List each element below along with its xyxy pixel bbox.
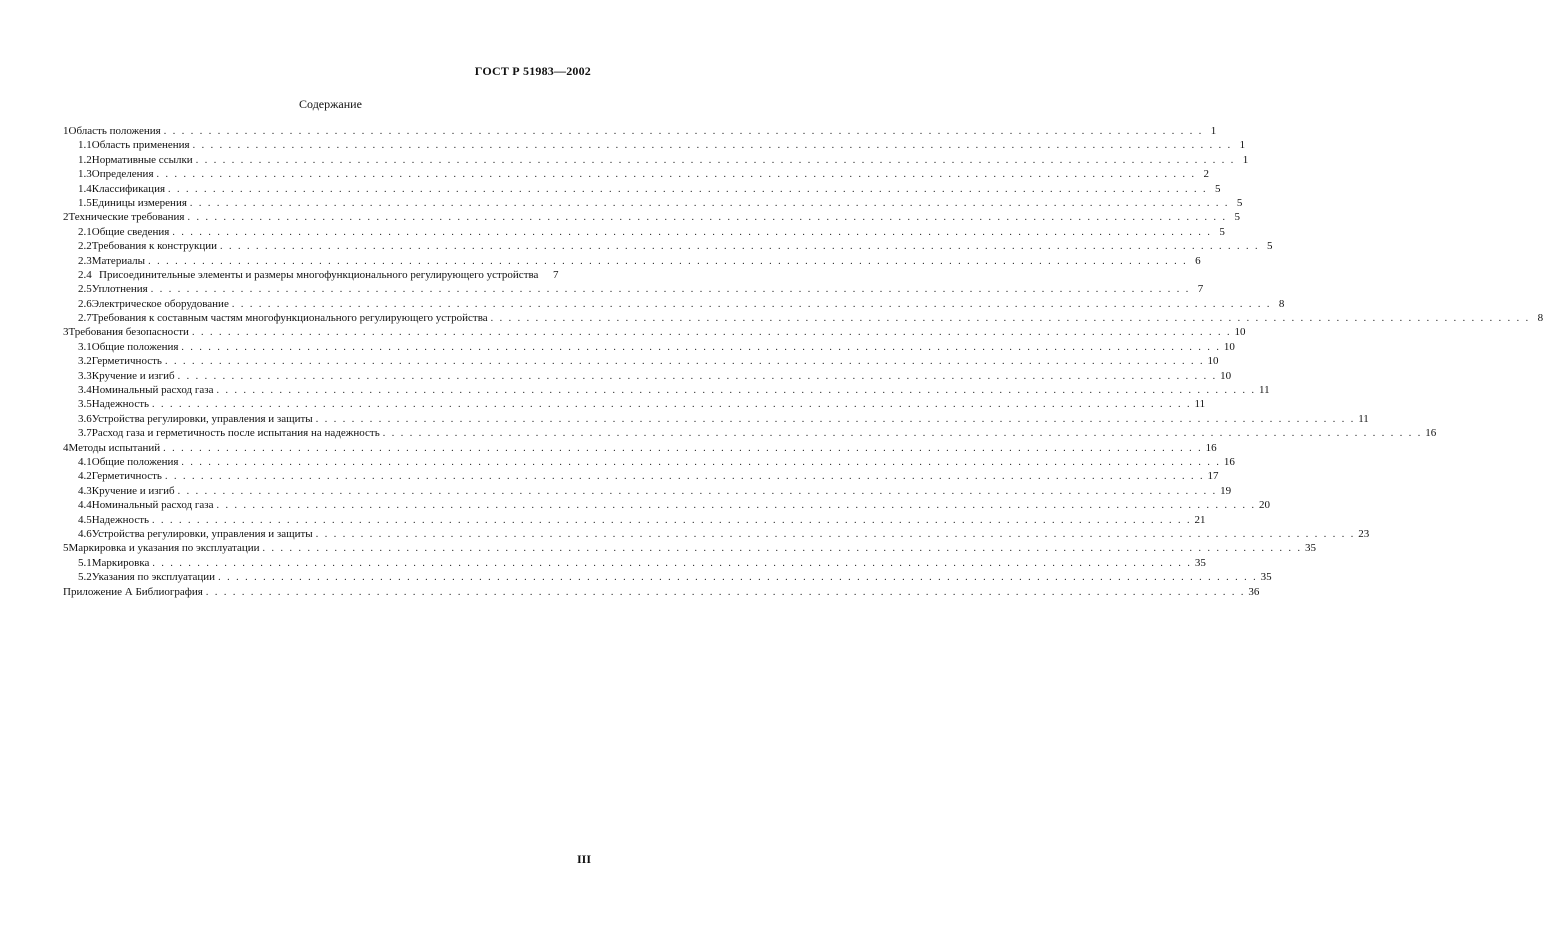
toc-entry [63, 210, 1240, 224]
toc-entry-number: 1.5 [78, 196, 92, 209]
toc-dot-leader [178, 485, 1218, 499]
toc-entry-title: Материалы [91, 254, 146, 267]
toc-entry [63, 541, 1317, 555]
toc-entry [63, 138, 1246, 152]
toc-entry-page: 10 [1223, 340, 1235, 353]
toc-entry-title: Маркировка [91, 556, 150, 569]
toc-entry [63, 426, 1437, 440]
toc-entry [63, 455, 1235, 469]
toc-entry [63, 153, 1249, 167]
toc-entry-title: Надежность [91, 513, 150, 526]
toc-entry-title: Расход газа и герметичность после испытания на надежность [91, 427, 380, 440]
toc-entry-title: Приложение А Библиография [63, 585, 203, 598]
toc-entry [63, 239, 1273, 253]
toc-entry-number: 3.2 [78, 355, 92, 368]
toc-entry [63, 484, 1232, 498]
toc-dot-leader [151, 283, 1191, 297]
toc-entry-title: Указания по эксплуатации [91, 571, 216, 584]
toc-entry-page: 7 [1197, 283, 1204, 296]
toc-entry-title: Герметичность [91, 470, 162, 483]
toc-entry-number: 4.4 [78, 499, 92, 512]
toc-dot-leader [152, 557, 1192, 571]
toc-entry-title: Электрическое оборудование [91, 297, 229, 310]
toc-entry-page: 5 [1215, 182, 1221, 195]
toc-entry-number: 2.5 [78, 283, 92, 296]
toc-entry-number: 2 [63, 211, 69, 224]
toc-entry [63, 585, 1260, 599]
toc-entry-page: 36 [1248, 585, 1260, 598]
toc-dot-leader [165, 470, 1205, 484]
toc-entry-title: Нормативные ссылки [91, 153, 193, 166]
table-of-contents [63, 124, 1543, 599]
toc-entry-page: 7 [552, 268, 559, 281]
toc-entry-number: 5.1 [78, 556, 92, 569]
toc-entry-page: 5 [1236, 196, 1243, 209]
toc-dot-leader [232, 298, 1272, 312]
toc-entry-page: 8 [1537, 312, 1543, 325]
toc-entry-page: 1 [1242, 153, 1249, 166]
toc-entry [63, 513, 1206, 527]
toc-entry-number: 1.4 [78, 182, 92, 195]
toc-entry-page: 11 [1258, 384, 1270, 397]
toc-entry-page: 5 [1267, 240, 1273, 253]
toc-dot-leader [190, 197, 1230, 211]
toc-entry-number: 1 [63, 125, 69, 137]
toc-entry [63, 297, 1285, 311]
toc-dot-leader [178, 370, 1218, 384]
toc-entry-page: 11 [1194, 398, 1206, 411]
toc-entry [63, 383, 1270, 397]
toc-entry-title: Классификация [91, 182, 166, 195]
toc-dot-leader [181, 456, 1221, 470]
toc-entry-title: Общие сведения [91, 225, 170, 238]
toc-entry-number: 3.3 [78, 369, 92, 382]
toc-entry-title: Единицы измерения [91, 196, 187, 209]
toc-entry-number: 4.2 [78, 470, 92, 483]
toc-dot-leader [218, 571, 1258, 585]
toc-entry [63, 225, 1225, 239]
toc-dot-leader [216, 384, 1256, 398]
toc-entry-number: 2.1 [78, 225, 92, 238]
toc-entry-page: 10 [1234, 326, 1246, 339]
toc-entry-title: Общие положения [91, 340, 179, 353]
toc-entry-page: 5 [1234, 211, 1240, 224]
toc-entry-page: 8 [1278, 297, 1285, 310]
toc-entry-title: Герметичность [91, 355, 162, 368]
toc-entry [63, 340, 1235, 354]
toc-entry-title: Технические требования [68, 211, 185, 224]
toc-dot-leader [196, 154, 1236, 168]
toc-entry [63, 354, 1219, 368]
toc-entry [63, 369, 1232, 383]
toc-entry-title: Присоединительные элементы и размеры многофункционального регулирующего устройства [99, 268, 539, 281]
toc-entry-number: 2.4 [78, 268, 92, 281]
toc-entry-page: 2 [1203, 168, 1210, 181]
toc-entry [63, 412, 1369, 426]
toc-entry [63, 254, 1201, 268]
toc-entry-number: 3.5 [78, 398, 92, 411]
toc-entry-number: 5 [63, 542, 69, 555]
toc-entry-page: 17 [1207, 470, 1219, 483]
toc-entry-title: Определения [91, 168, 154, 181]
toc-entry-title: Кручение и изгиб [91, 369, 175, 382]
toc-entry-number: 4 [63, 441, 69, 454]
toc-dot-leader [187, 211, 1227, 225]
toc-entry [63, 196, 1243, 210]
toc-entry-number: 3.4 [78, 384, 92, 397]
toc-entry-title: Номинальный расход газа [91, 499, 214, 512]
toc-entry [63, 325, 1246, 339]
toc-entry [63, 556, 1206, 570]
toc-entry [63, 570, 1272, 584]
toc-entry-page: 35 [1260, 571, 1272, 584]
toc-dot-leader [172, 226, 1212, 240]
toc-entry [63, 182, 1221, 196]
toc-entry [63, 268, 598, 282]
toc-entry-page: 1 [1210, 125, 1217, 137]
toc-entry-page: 21 [1194, 513, 1206, 526]
toc-entry-title: Маркировка и указания по эксплуатации [68, 542, 260, 555]
toc-dot-leader [216, 499, 1256, 513]
toc-entry-number: 3 [63, 326, 69, 339]
toc-dot-leader [148, 255, 1188, 269]
toc-entry [63, 124, 1217, 138]
toc-entry-title: Область положения [68, 125, 161, 137]
toc-dot-leader [181, 341, 1221, 355]
toc-entry-page: 19 [1220, 484, 1232, 497]
toc-dot-leader [165, 355, 1205, 369]
toc-entry-title: Устройства регулировки, управления и защиты [91, 412, 313, 425]
toc-title: Содержание [299, 97, 362, 111]
toc-entry-title: Требования к составным частям многофункционального регулирующего устройства [91, 312, 488, 325]
toc-entry-page: 1 [1239, 139, 1246, 152]
toc-entry-number: 3.1 [78, 340, 92, 353]
toc-entry-page: 10 [1220, 369, 1232, 382]
toc-entry-title: Кручение и изгиб [91, 484, 175, 497]
toc-dot-leader [192, 326, 1232, 340]
toc-dot-leader [168, 183, 1208, 197]
toc-entry-number: 1.1 [78, 139, 92, 152]
toc-entry-title: Область применения [91, 139, 190, 152]
toc-dot-leader [263, 542, 1303, 556]
toc-dot-leader [491, 312, 1531, 326]
page-number: III [576, 852, 591, 866]
toc-entry-title: Требования к конструкции [91, 240, 217, 253]
toc-dot-leader [316, 528, 1356, 542]
toc-entry-page: 35 [1305, 542, 1317, 555]
toc-entry-number: 3.6 [78, 412, 92, 425]
toc-entry-number: 2.7 [78, 312, 92, 325]
document-id-header: ГОСТ Р 51983—2002 [474, 64, 591, 78]
toc-entry-page: 5 [1219, 225, 1225, 238]
toc-entry [63, 167, 1210, 181]
toc-entry-page: 11 [1358, 412, 1369, 425]
toc-entry-number: 1.3 [78, 168, 92, 181]
toc-entry-title: Методы испытаний [68, 441, 161, 454]
toc-dot-leader [193, 139, 1233, 153]
toc-entry-title: Требования безопасности [68, 326, 189, 339]
toc-entry-title: Устройства регулировки, управления и защиты [91, 527, 313, 540]
toc-entry-number: 4.6 [78, 527, 92, 540]
toc-entry-number: 2.6 [78, 297, 92, 310]
toc-entry-page: 20 [1258, 499, 1270, 512]
toc-entry-title: Общие положения [91, 455, 179, 468]
toc-entry-title: Уплотнения [91, 283, 148, 296]
toc-dot-leader [163, 442, 1203, 456]
toc-dot-leader [383, 427, 1423, 441]
toc-entry-page: 16 [1223, 455, 1235, 468]
toc-entry-page: 16 [1205, 441, 1217, 454]
toc-entry-number: 1.2 [78, 153, 92, 166]
toc-entry-page: 23 [1358, 527, 1370, 540]
toc-entry [63, 311, 1543, 325]
toc-entry [63, 498, 1270, 512]
toc-entry-title: Надежность [91, 398, 150, 411]
toc-entry-page: 16 [1425, 427, 1437, 440]
toc-entry-number: 2.2 [78, 240, 92, 253]
toc-entry [63, 397, 1206, 411]
toc-dot-leader [164, 125, 1204, 139]
toc-entry [63, 441, 1217, 455]
toc-entry-number: 5.2 [78, 571, 92, 584]
toc-dot-leader [152, 514, 1192, 528]
toc-dot-leader [152, 398, 1192, 412]
toc-entry-page: 6 [1195, 254, 1201, 267]
toc-entry-page: 35 [1194, 556, 1206, 569]
toc-entry-number: 4.3 [78, 484, 92, 497]
toc-entry-number: 3.7 [78, 427, 92, 440]
toc-dot-leader [316, 413, 1356, 427]
toc-dot-leader [206, 586, 1246, 600]
toc-entry-number: 4.1 [78, 455, 92, 468]
toc-entry [63, 282, 1204, 296]
toc-entry-page: 10 [1207, 355, 1219, 368]
toc-entry-number: 4.5 [78, 513, 92, 526]
toc-entry-number: 2.3 [78, 254, 92, 267]
toc-entry-title: Номинальный расход газа [91, 384, 214, 397]
toc-dot-leader [157, 168, 1197, 182]
toc-entry [63, 527, 1370, 541]
toc-dot-leader [220, 240, 1260, 254]
toc-entry [63, 469, 1219, 483]
